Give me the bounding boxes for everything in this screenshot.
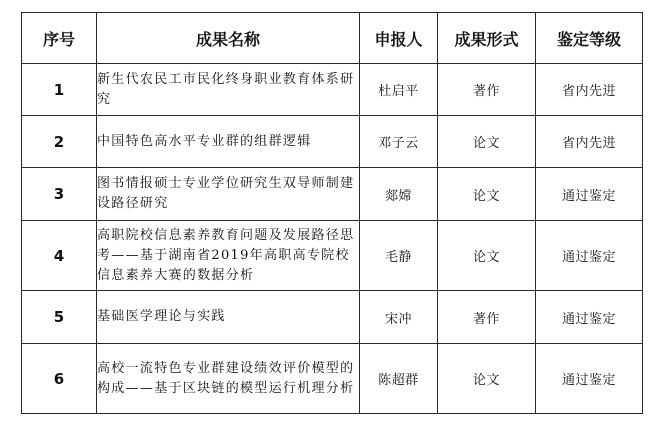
- header-level: 鉴定等级: [536, 13, 643, 64]
- row-author: 邓子云: [360, 116, 438, 168]
- header-name: 成果名称: [97, 13, 360, 64]
- row-name: 基础医学理论与实践: [97, 291, 360, 344]
- row-name: 图书情报硕士专业学位研究生双导师制建设路径研究: [97, 168, 360, 221]
- row-author: 陈超群: [360, 344, 438, 414]
- row-level: 通过鉴定: [536, 344, 643, 414]
- row-level: 通过鉴定: [536, 291, 643, 344]
- row-name: 中国特色高水平专业群的组群逻辑: [97, 116, 360, 168]
- row-level: 省内先进: [536, 116, 643, 168]
- table-header-row: [22, 13, 643, 64]
- row-form: 论文: [438, 344, 536, 414]
- row-form: 论文: [438, 221, 536, 291]
- row-form: 著作: [438, 64, 536, 116]
- row-level: 通过鉴定: [536, 221, 643, 291]
- row-index: 1: [22, 64, 97, 116]
- row-author: 郯嫦: [360, 168, 438, 221]
- row-author: 宋冲: [360, 291, 438, 344]
- row-level: 通过鉴定: [536, 168, 643, 221]
- row-name: 高职院校信息素养教育问题及发展路径思考——基于湖南省2019年高职高专院校信息素养大赛的数据分析: [97, 221, 360, 291]
- table-row: [22, 344, 643, 414]
- row-index: 5: [22, 291, 97, 344]
- row-index: 6: [22, 344, 97, 414]
- row-index: 3: [22, 168, 97, 221]
- row-form: 论文: [438, 168, 536, 221]
- row-author: 毛静: [360, 221, 438, 291]
- header-form: 成果形式: [438, 13, 536, 64]
- row-name: 高校一流特色专业群建设绩效评价模型的构成——基于区块链的模型运行机理分析: [97, 344, 360, 414]
- table-row: [22, 291, 643, 344]
- results-table: [21, 12, 643, 414]
- table-row: [22, 168, 643, 221]
- row-level: 省内先进: [536, 64, 643, 116]
- header-author: 申报人: [360, 13, 438, 64]
- header-index: 序号: [22, 13, 97, 64]
- table-row: [22, 221, 643, 291]
- row-form: 论文: [438, 116, 536, 168]
- row-name: 新生代农民工市民化终身职业教育体系研究: [97, 64, 360, 116]
- row-index: 4: [22, 221, 97, 291]
- row-index: 2: [22, 116, 97, 168]
- row-form: 著作: [438, 291, 536, 344]
- table-row: [22, 116, 643, 168]
- table-row: [22, 64, 643, 116]
- row-author: 杜启平: [360, 64, 438, 116]
